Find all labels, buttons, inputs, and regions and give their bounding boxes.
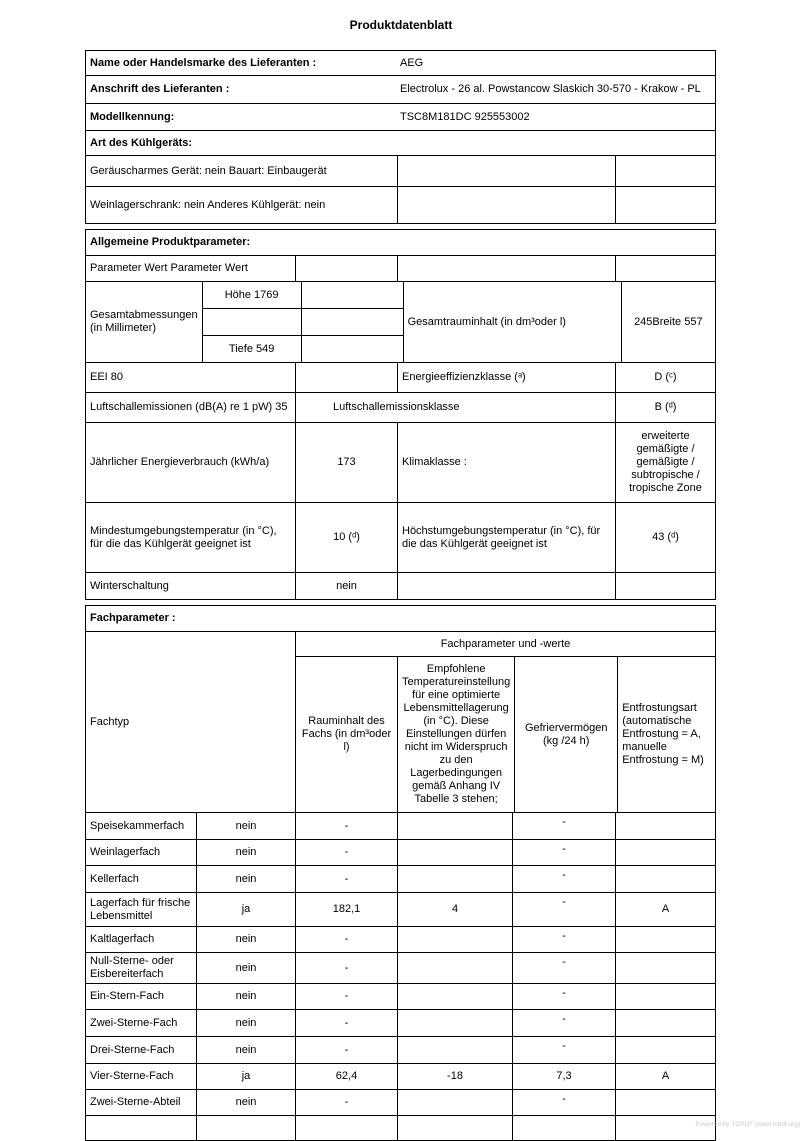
empty-cell (296, 256, 398, 281)
temperature-row (86, 503, 715, 573)
empty-cell (398, 573, 616, 599)
fach-typ: Weinlagerfach (86, 840, 197, 865)
fach-vorhanden: ja (197, 1064, 296, 1089)
fach-typ: Drei-Sterne-Fach (86, 1037, 197, 1063)
supplier-address-row (86, 76, 715, 104)
page-header (0, 0, 802, 50)
empty-cell (296, 1116, 398, 1140)
fach-rauminhalt: - (296, 1037, 398, 1063)
fach-temperatur: -18 (398, 1064, 513, 1089)
fach-entfrostung (616, 953, 715, 983)
fach-row (86, 893, 715, 927)
fach-heading-row (86, 606, 715, 632)
parameter-header-text: Parameter Wert Parameter Wert (86, 256, 296, 281)
fach-typ: Kellerfach (86, 866, 197, 892)
fach-gefrier: - (513, 1037, 616, 1063)
fach-col-temperatur: Empfohlene Temperatureinstellung für eine optimierte Lebensmittellagerung (in °C). Diese Einstellungen dürfen nicht im Widerspruch zu den Lagerbedingungen gemäß Anhang IV Tabelle 3 stehen; (398, 657, 515, 812)
empty-cell (296, 363, 398, 392)
fach-row (86, 813, 715, 840)
model-row (86, 104, 715, 131)
supplier-name-label: Name oder Handelsmarke des Lieferanten : (90, 56, 317, 69)
empty-cell (398, 156, 616, 186)
empty-cell (513, 1116, 616, 1140)
fach-vorhanden: nein (197, 866, 296, 892)
fach-gefrier: - (513, 813, 616, 839)
fach-rauminhalt: - (296, 953, 398, 983)
fach-gefrier: - (513, 893, 616, 926)
device-type-row1-text: Geräuscharmes Gerät: nein Bauart: Einbaugerät (86, 156, 398, 186)
supplier-address-value: Electrolux - 26 al. Powstancow Slaskich 30-570 - Krakow - PL (400, 83, 701, 95)
fach-vorhanden: nein (197, 1037, 296, 1063)
fach-gefrier: - (513, 984, 616, 1009)
fach-rauminhalt: - (296, 927, 398, 952)
fach-typ: Zwei-Sterne-Fach (86, 1010, 197, 1036)
climate-value: erweiterte gemäßigte / gemäßigte / subtropische / tropische Zone (629, 430, 702, 494)
fach-vorhanden: nein (197, 1010, 296, 1036)
tcpdf-footer: Powered by TCPDF (www.tcpdf.org) (695, 1121, 800, 1128)
fach-typ: Kaltlagerfach (86, 927, 197, 952)
empty-cell (616, 156, 715, 186)
efficiency-class-label: Energieeffizienzklasse (ᵃ) (398, 363, 616, 392)
winter-value: nein (296, 573, 398, 599)
supplier-address-label: Anschrift des Lieferanten : (90, 83, 230, 95)
model-label: Modellkennung: (90, 110, 175, 123)
climate-label: Klimaklasse : (398, 423, 616, 502)
empty-cell (616, 573, 715, 599)
fach-entfrostung (616, 927, 715, 952)
fach-entfrostung (616, 1010, 715, 1036)
fach-temperatur (398, 984, 513, 1009)
device-type-row-1 (86, 156, 715, 187)
fach-row (86, 927, 715, 953)
fach-entfrostung (616, 984, 715, 1009)
fach-temperatur (398, 1037, 513, 1063)
fach-temperatur (398, 953, 513, 983)
supplier-name-value: AEG (400, 56, 424, 69)
winter-label: Winterschaltung (86, 573, 296, 599)
max-temp-value: 43 (ᵈ) (652, 531, 679, 543)
fach-vorhanden: nein (197, 813, 296, 839)
fach-vorhanden: nein (197, 1090, 296, 1115)
fach-col-fachtyp: Fachtyp (86, 632, 296, 812)
noise-class-label: Luftschallemissionsklasse (296, 393, 616, 422)
fach-temperatur: 4 (398, 893, 513, 926)
empty-cell (302, 336, 403, 362)
fach-rauminhalt: - (296, 840, 398, 865)
empty-cell (203, 309, 302, 335)
device-type-heading: Art des Kühlgeräts: (90, 136, 193, 149)
fach-rauminhalt: 62,4 (296, 1064, 398, 1089)
fach-rauminhalt: 182,1 (296, 893, 398, 926)
fach-entfrostung: A (661, 903, 670, 915)
general-heading: Allgemeine Produktparameter: (90, 236, 251, 248)
fach-header-right (296, 632, 715, 812)
fach-col-gefrier: Gefriervermögen (kg /24 h) (515, 657, 618, 812)
min-temp-value: 10 (ᵈ) (296, 503, 398, 572)
empty-cell (616, 256, 715, 281)
empty-cell (86, 1116, 197, 1140)
fach-typ: Zwei-Sterne-Abteil (86, 1090, 197, 1115)
fach-rauminhalt: - (296, 984, 398, 1009)
volume-label: Gesamtrauminhalt (in dm³oder l) (404, 282, 622, 362)
fach-gefrier: - (513, 840, 616, 865)
dimension-depth-row (203, 336, 403, 362)
dimension-height: Höhe 1769 (203, 282, 302, 308)
dimension-depth: Tiefe 549 (203, 336, 302, 362)
fach-vorhanden: nein (197, 984, 296, 1009)
fach-row (86, 840, 715, 866)
dimensions-subgrid (203, 282, 404, 362)
empty-cell (616, 187, 715, 223)
dimensions-label: Gesamtabmessungen (in Millimeter) (86, 282, 203, 362)
fach-heading: Fachparameter : (90, 612, 176, 624)
fach-typ: Ein-Stern-Fach (86, 984, 197, 1009)
fach-row (86, 953, 715, 984)
efficiency-class-value: D (ᶜ) (654, 371, 677, 383)
fach-vorhanden: nein (197, 840, 296, 865)
eei-value: EEI 80 (86, 363, 296, 392)
supplier-section (85, 50, 716, 224)
dimensions-row (86, 282, 715, 363)
fach-gefrier: - (513, 927, 616, 952)
empty-cell (197, 1116, 296, 1140)
fach-typ: Lagerfach für frische Lebensmittel (86, 893, 197, 926)
energy-row (86, 423, 715, 503)
fach-row (86, 1037, 715, 1064)
dimension-middle-row (203, 309, 403, 336)
fach-typ: Null-Sterne- oder Eisbereiterfach (86, 953, 197, 983)
fach-temperatur (398, 866, 513, 892)
fach-temperatur (398, 927, 513, 952)
fach-entfrostung (616, 840, 715, 865)
fach-gefrier: - (513, 866, 616, 892)
fach-gefrier: 7,3 (513, 1064, 616, 1089)
fach-row (86, 1064, 715, 1090)
fach-vorhanden: ja (197, 893, 296, 926)
min-temp-label: Mindestumgebungstemperatur (in °C), für die das Kühlgerät geeignet ist (86, 503, 296, 572)
empty-cell (302, 309, 403, 335)
fach-vorhanden: nein (197, 953, 296, 983)
fach-gefrier: - (513, 1010, 616, 1036)
datasheet (85, 50, 716, 1141)
noise-row (86, 393, 715, 423)
fach-row (86, 1090, 715, 1116)
energy-value: 173 (296, 423, 398, 502)
fach-header (86, 632, 715, 813)
model-value: TSC8M181DC 925553002 (400, 110, 530, 123)
general-heading-row (86, 230, 715, 256)
empty-cell (398, 1116, 513, 1140)
fach-gefrier: - (513, 1090, 616, 1115)
fach-section (85, 605, 716, 1141)
empty-cell (616, 1116, 715, 1140)
fach-temperatur (398, 1010, 513, 1036)
fach-entfrostung (616, 866, 715, 892)
energy-label: Jährlicher Energieverbrauch (kWh/a) (86, 423, 296, 502)
fach-entfrostung (616, 813, 715, 839)
fach-row (86, 984, 715, 1010)
fach-temperatur (398, 813, 513, 839)
fach-entfrostung (616, 1037, 715, 1063)
device-type-heading-row (86, 131, 715, 156)
fach-typ: Vier-Sterne-Fach (86, 1064, 197, 1089)
winter-row (86, 573, 715, 599)
fach-entfrostung: A (661, 1070, 670, 1082)
supplier-name-row (86, 51, 715, 76)
fach-col-entfrostung: Entfrostungsart (automatische Entfrostung = A, manuelle Entfrostung = M) (622, 702, 704, 766)
fach-rauminhalt: - (296, 866, 398, 892)
fach-temperatur (398, 1090, 513, 1115)
fach-temperatur (398, 840, 513, 865)
general-parameters-section (85, 229, 716, 600)
device-type-row-2 (86, 187, 715, 223)
fach-table-title: Fachparameter und -werte (296, 632, 715, 657)
fach-entfrostung (616, 1090, 715, 1115)
empty-cell (398, 187, 616, 223)
noise-label: Luftschallemissionen (dB(A) re 1 pW) 35 (86, 393, 296, 422)
fach-gefrier: - (513, 953, 616, 983)
fach-rauminhalt: - (296, 1010, 398, 1036)
fach-typ: Speisekammerfach (86, 813, 197, 839)
fach-header-cells (296, 657, 715, 812)
fach-row (86, 866, 715, 893)
max-temp-label: Höchstumgebungstemperatur (in °C), für die das Kühlgerät geeignet ist (398, 503, 616, 572)
eei-row (86, 363, 715, 393)
fach-rauminhalt: - (296, 1090, 398, 1115)
fach-rauminhalt: - (296, 813, 398, 839)
fach-col-rauminhalt: Rauminhalt des Fachs (in dm³oder l) (296, 657, 398, 812)
fach-vorhanden: nein (197, 927, 296, 952)
empty-cell (302, 282, 403, 308)
parameter-header-row (86, 256, 715, 282)
noise-class-value: B (ᵈ) (654, 401, 677, 413)
dimension-height-row (203, 282, 403, 309)
volume-value: 245Breite 557 (634, 315, 703, 328)
page-title: Produktdatenblatt (349, 18, 453, 32)
empty-cell (398, 256, 616, 281)
fach-row (86, 1010, 715, 1037)
fach-row-partial (86, 1116, 715, 1140)
device-type-row2-text: Weinlagerschrank: nein Anderes Kühlgerät: nein (86, 187, 398, 223)
